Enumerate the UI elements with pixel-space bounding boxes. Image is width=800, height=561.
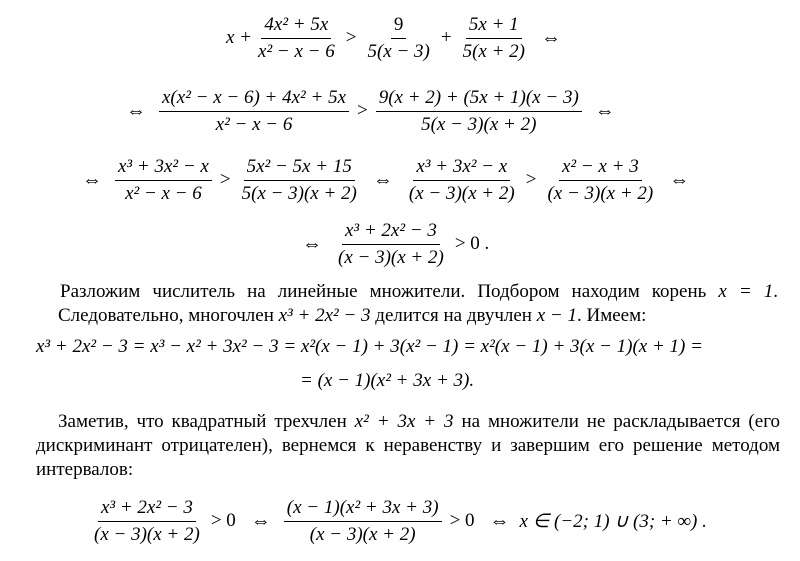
greater-than: > <box>345 27 357 48</box>
numerator: 4x² + 5x <box>261 14 331 39</box>
equivalence-arrow: ⇔ <box>372 168 393 191</box>
equivalence-arrow: ⇔ <box>82 168 102 191</box>
fraction <box>284 497 442 546</box>
greater-than: > <box>219 169 231 190</box>
numerator: 9 <box>391 14 407 39</box>
paragraph-text: на множители не раскладывается (его дискриминант отрицателен), вернемся к неравенству и завершим его решение методом интервалов: <box>36 411 781 480</box>
denominator: (x − 3)(x + 2) <box>408 182 515 204</box>
equivalence-arrow: ⇔ <box>541 26 562 49</box>
denominator: (x − 3)(x + 2) <box>309 523 416 545</box>
numerator: x² − x + 3 <box>559 156 642 181</box>
numerator: 5x + 1 <box>466 14 522 39</box>
numerator: x³ + 3x² − x <box>413 156 510 181</box>
inequality-tail: > 0 <box>210 510 236 531</box>
equation-line-1 <box>226 8 571 68</box>
expansion-line-2: = (x − 1)(x² + 3x + 3). <box>300 370 475 391</box>
inequality-tail: > 0 <box>449 510 475 531</box>
fraction <box>406 156 518 205</box>
equation-line-3 <box>72 148 699 212</box>
fraction <box>115 156 212 205</box>
denominator: x² − x − 6 <box>125 182 202 204</box>
paragraph-interval-method <box>36 410 780 482</box>
fraction <box>159 87 349 136</box>
denominator: 5(x − 3) <box>367 40 430 62</box>
paragraph-text: делится на двучлен <box>375 305 532 326</box>
fraction <box>239 156 360 205</box>
numerator: x(x² − x − 6) + 4x² + 5x <box>159 87 349 112</box>
paragraph-factorization <box>58 280 778 328</box>
fraction <box>460 14 528 63</box>
expansion-line-1: x³ + 2x² − 3 = x³ − x² + 3x² − 3 = x²(x − 1) + 3(x² − 1) = x²(x − 1) + 3(x − 1)(x + 1) = <box>36 336 703 357</box>
fraction <box>364 14 432 63</box>
fraction <box>91 497 203 546</box>
polynomial: x³ + 2x² − 3 <box>278 305 371 326</box>
equivalence-arrow: ⇔ <box>126 99 146 122</box>
numerator: x³ + 2x² − 3 <box>342 220 440 245</box>
numerator: x³ + 3x² − x <box>115 156 212 181</box>
numerator: x³ + 2x² − 3 <box>98 497 196 522</box>
plus-sign: + <box>440 27 452 48</box>
denominator: (x − 3)(x + 2) <box>94 523 200 545</box>
greater-than: > <box>357 100 368 121</box>
equivalence-arrow: ⇔ <box>250 509 271 532</box>
lhs-term: x + <box>226 27 253 48</box>
numerator: (x − 1)(x² + 3x + 3) <box>284 497 442 522</box>
denominator: (x − 3)(x + 2) <box>338 246 444 268</box>
greater-than: > <box>525 169 537 190</box>
denominator: x² − x − 6 <box>258 40 335 62</box>
numerator: 5x² − 5x + 15 <box>244 156 355 181</box>
equation-line-4 <box>292 214 494 274</box>
equivalence-arrow: ⇔ <box>594 99 615 122</box>
trinomial: x² + 3x + 3 <box>354 411 454 432</box>
fraction <box>376 87 582 136</box>
equivalence-arrow: ⇔ <box>302 232 322 255</box>
equivalence-arrow: ⇔ <box>669 168 690 191</box>
inequality-tail: > 0 . <box>454 233 490 254</box>
root-value: x = 1 <box>718 281 774 302</box>
fraction <box>544 156 656 205</box>
paragraph-text: . Имеем: <box>576 305 647 326</box>
fraction <box>255 14 338 63</box>
denominator: 5(x + 2) <box>462 40 526 62</box>
equation-line-2 <box>116 80 625 142</box>
numerator: 9(x + 2) + (5x + 1)(x − 3) <box>376 87 582 112</box>
denominator: 5(x − 3)(x + 2) <box>241 182 357 204</box>
fraction <box>335 220 447 269</box>
answer-set: x ∈ (−2; 1) ∪ (3; + ∞) . <box>519 510 707 532</box>
final-solution-line <box>88 488 707 554</box>
paragraph-text: Заметив, что квадратный трехчлен <box>58 411 347 432</box>
equivalence-arrow: ⇔ <box>489 509 510 532</box>
denominator: (x − 3)(x + 2) <box>547 182 654 204</box>
paragraph-text: Разложим числитель на линейные множители. Подбором находим корень <box>60 281 707 302</box>
paragraph-text: . Следовательно, многочлен <box>58 281 779 326</box>
denominator: 5(x − 3)(x + 2) <box>421 113 537 135</box>
denominator: x² − x − 6 <box>215 113 293 135</box>
binomial: x − 1 <box>536 305 577 326</box>
